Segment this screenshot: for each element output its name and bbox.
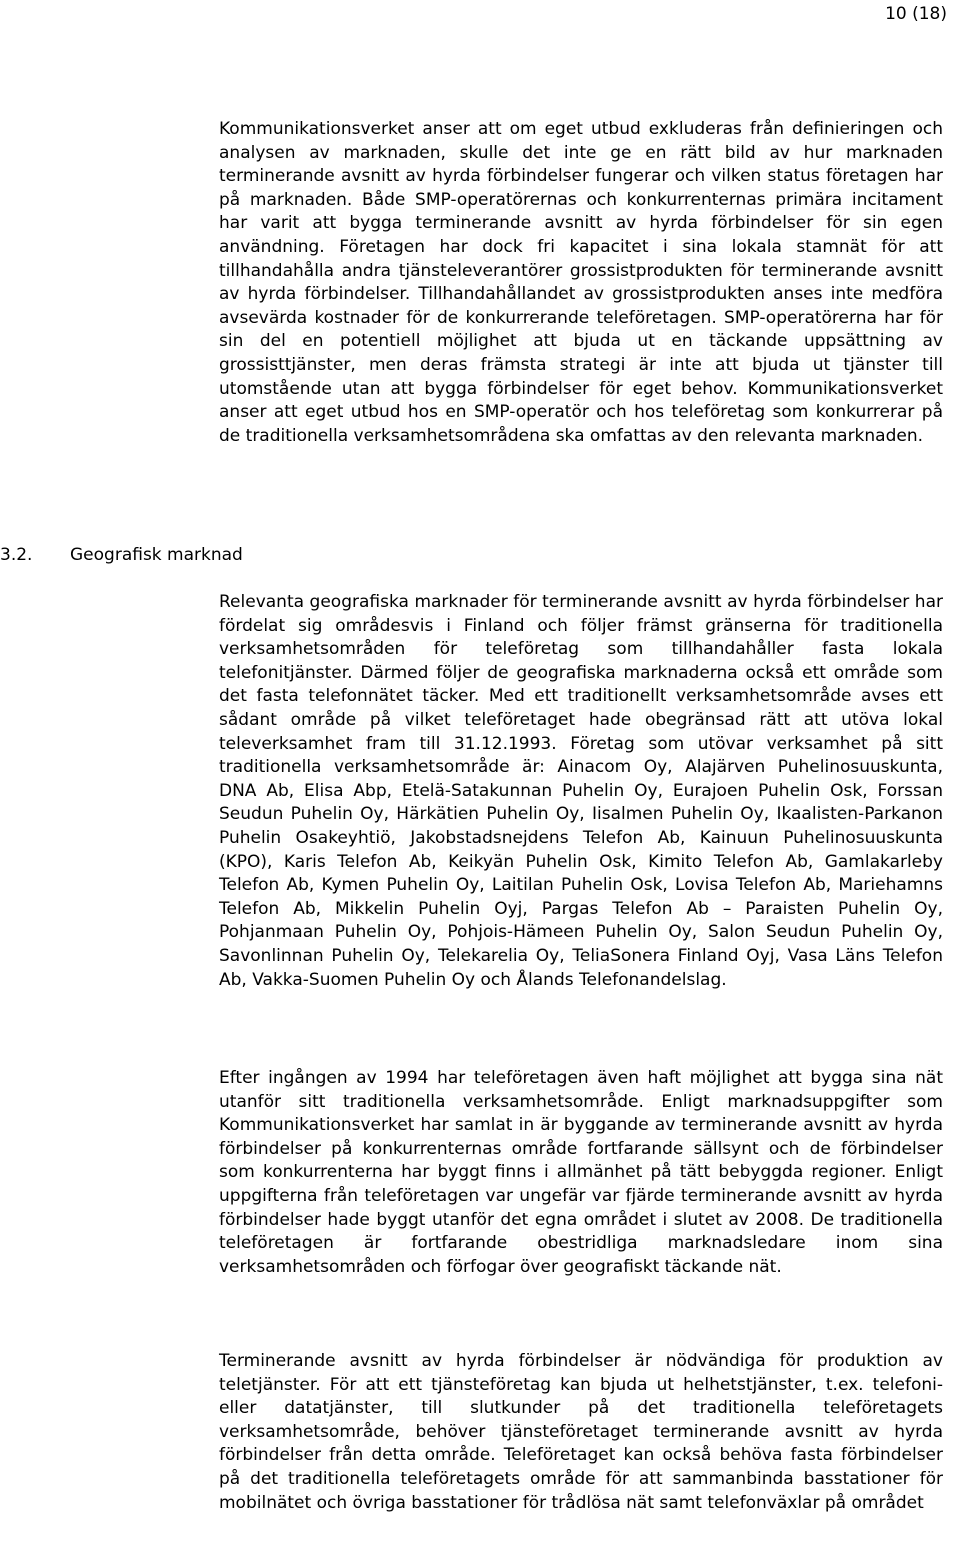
paragraph-text: Kommunikationsverket anser att om eget utbud exkluderas från definieringen och analysen av marknaden, skulle det inte ge en rätt bild av hur marknaden terminerande avsnitt av hyrda förbindelser fungerar och vilken status företagen har på marknaden. Både SMP-operatörernas och konkurrenternas primära incitament har varit att bygga terminerande avsnitt av hyrda förbindelser för sin egen användning. Företagen har dock fri kapacitet i sina lokala stamnät för att tillhandahålla andra tjänsteleverantörer grossistprodukten för terminerande avsnitt av hyrda förbindelser. Tillhandahållandet av grossistprodukten anses inte medföra avsevärda kostnader för de konkurrerande teleföretagen. SMP-operatörerna har för sin del en potentiell möjlighet att bjuda ut en täckande uppsättning av grossisttjänster, men deras främsta strategi är inte att bjuda ut tjänster till utomstående utan att bygga förbindelser för eget behov. Kommunikationsverket anser att eget utbud hos en SMP-operatör och hos teleföretag som konkurrerar på de traditionella verksamhetsområdena ska omfattas av den relevanta marknaden. (219, 119, 943, 446)
page-number: 10 (18) (885, 4, 947, 24)
section-heading (0, 543, 243, 567)
paragraph-text: Terminerande avsnitt av hyrda förbindelser är nödvändiga för produktion av teletjänster. För att ett tjänsteföretag kan bjuda ut helhetstjänster, t.ex. telefoni- eller datatjänster, till slutkunder på det traditionella teleföretagets verksamhetsområde, behöver tjänsteföretaget terminerande avsnitt av hyrda förbindelser från detta område. Teleföretaget kan också behöva fasta förbindelser på det traditionella teleföretagets område för att sammanbinda basstationer för mobilnätet och övriga basstationer för trådlösa nät samt telefonväxlar på området (219, 1351, 943, 1513)
paragraph-terminating-segments (219, 1350, 943, 1515)
paragraph-intro (219, 118, 943, 448)
paragraph-text: Efter ingången av 1994 har teleföretagen även haft möjlighet att bygga sina nät utanför sitt traditionella verksamhetsområde. Enligt marknadsuppgifter som Kommunikationsverket har samlat in är byggande av terminerande avsnitt av hyrda förbindelser på konkurrenternas område fortfarande sällsynt och de förbindelser som konkurrenterna har byggt finns i allmänhet på tätt bebyggda regioner. Enligt uppgifterna från teleföretagen var ungefär var fjärde terminerande avsnitt av hyrda förbindelser hade byggt utanför det egna området i slutet av 2008. De traditionella teleföretagen är fortfarande obestridliga marknadsledare inom sina verksamhetsområden och förfogar över geografiskt täckande nät. (219, 1068, 943, 1277)
paragraph-text: Relevanta geografiska marknader för terminerande avsnitt av hyrda förbindelser har fördelat sig områdesvis i Finland och följer främst gränserna för traditionella verksamhetsområden för teleföretag som tillhandahåller fasta lokala telefonitjänster. Därmed följer de geografiska marknaderna också ett område som det fasta telefonnätet täcker. Med ett traditionellt verksamhetsområde avses ett sådant område på vilket teleföretaget hade obegränsad rätt att utöva lokal televerksamhet fram till 31.12.1993. Företag som utövar verksamhet på sitt traditionella verksamhetsområde är: Ainacom Oy, Alajärven Puhelinosuuskunta, DNA Ab, Elisa Abp, Etelä-Satakunnan Puhelin Oy, Eurajoen Puhelin Osk, Forssan Seudun Puhelin Oy, Härkätien Puhelin Oy, Iisalmen Puhelin Oy, Ikaalisten-Parkanon Puhelin Osakeyhtiö, Jakobstadsnejdens Telefon Ab, Kainuun Puhelinosuuskunta (KPO), Karis Telefon Ab, Keikyän Puhelin Osk, Kimito Telefon Ab, Gamlakarleby Telefon Ab, Kymen Puhelin Oy, Laitilan Puhelin Osk, Lovisa Telefon Ab, Mariehamns Telefon Ab, Mikkelin Puhelin Oyj, Pargas Telefon Ab – Paraisten Puhelin Oy, Pohjanmaan Puhelin Oy, Pohjois-Hämeen Puhelin Oy, Salon Seudun Puhelin Oy, Savonlinnan Puhelin Oy, Telekarelia Oy, TeliaSonera Finland Oyj, Vasa Läns Telefon Ab, Vakka-Suomen Puhelin Oy och Ålands Telefonandelslag. (219, 592, 943, 990)
paragraph-geographic-markets (219, 591, 943, 992)
paragraph-network-building (219, 1067, 943, 1279)
section-title: Geografisk marknad (70, 545, 243, 565)
section-number: 3.2. (0, 545, 33, 565)
